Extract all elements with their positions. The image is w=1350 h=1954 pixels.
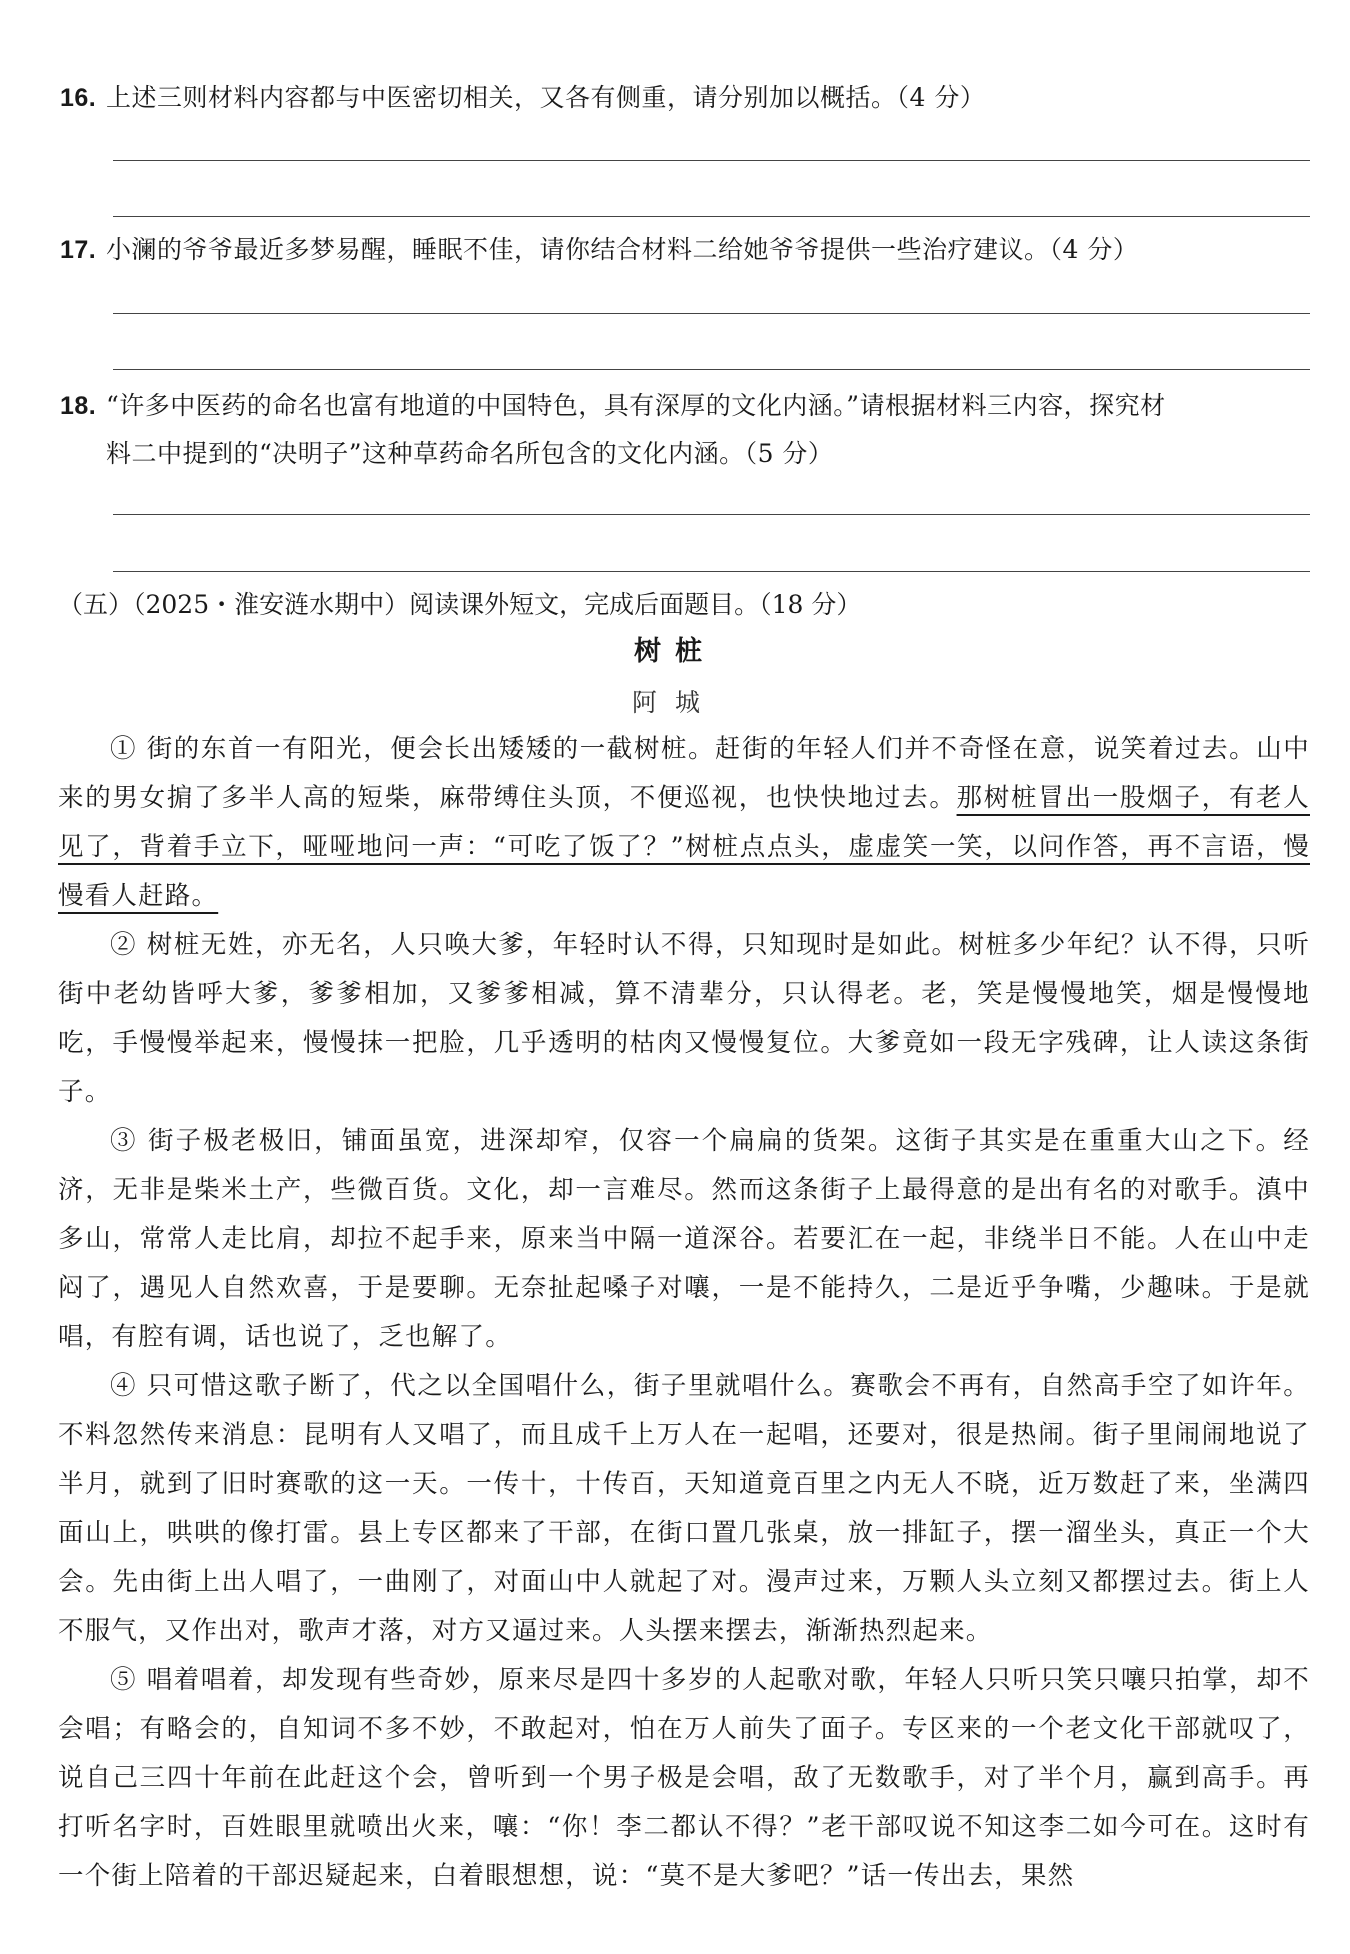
section-heading: （五）（2025・淮安涟水期中）阅读课外短文，完成后面题目。（18 分）	[58, 590, 862, 619]
paragraph-4: ④ 只可惜这歌子断了，代之以全国唱什么，街子里就唱什么。赛歌会不再有，自然高手空了如许年。不料忽然传来消息：昆明有人又唱了，而且成千上万人在一起唱，还要对，很是热闹。街子里闹闹地说了半月，就到了旧时赛歌的这一天。一传十，十传百，天知道竟百里之内无人不晓，近万数赶了来，坐满四面山上，哄哄的像打雷。县上专区都来了干部，在街口置几张桌，放一排缸子，摆一溜坐头，真正一个大会。先由街上出人唱了，一曲刚了，对面山中人就起了对。漫声过来，万颗人头立刻又都摆过去。街上人不服气，又作出对，歌声才落，对方又逼过来。人头摆来摆去，渐渐热烈起来。	[58, 1371, 1310, 1646]
answer-line[interactable]	[113, 313, 1310, 314]
answer-line[interactable]	[113, 160, 1310, 161]
answer-line[interactable]	[113, 216, 1310, 217]
question-number: 18.	[60, 392, 97, 420]
paragraph-1	[58, 725, 1310, 921]
question-18-continued	[60, 428, 1310, 480]
article-title: 树桩	[634, 636, 716, 667]
paragraph-2: ② 树桩无姓，亦无名，人只唤大爹，年轻时认不得，只知现时是如此。树桩多少年纪？认不得，只听街中老幼皆呼大爹，爹爹相加，又爹爹相减，算不清辈分，只认得老。老，笑是慢慢地笑，烟是慢慢地吃，手慢慢举起来，慢慢抹一把脸，几乎透明的枯肉又慢慢复位。大爹竟如一段无字残碑，让人读这条街子。	[58, 930, 1310, 1107]
question-text: 上述三则材料内容都与中医密切相关，又各有侧重，请分别加以概括。（4 分）	[106, 83, 986, 112]
paragraph-text: ① 街的东首一有阳光，便会长出矮矮的一截树桩。赶街的年轻人们并不奇怪在意，说笑着过去。山中来的男女掮了多半人高的短柴，麻带缚住头顶，不便巡视，也快快地过去。	[58, 734, 1310, 813]
answer-line[interactable]	[113, 571, 1310, 572]
answer-line[interactable]	[113, 369, 1310, 370]
question-text: 小澜的爷爷最近多梦易醒，睡眠不佳，请你结合材料二给她爷爷提供一些治疗建议。（4 分）	[106, 235, 1139, 264]
question-16	[60, 72, 1310, 124]
question-18	[60, 380, 1310, 432]
answer-line[interactable]	[113, 514, 1310, 515]
paragraph-3: ③ 街子极老极旧，铺面虽宽，进深却窄，仅容一个扁扁的货架。这街子其实是在重重大山之下。经济，无非是柴米土产，些微百货。文化，却一言难尽。然而这条街子上最得意的是出有名的对歌手。滇中多山，常常人走比肩，却拉不起手来，原来当中隔一道深谷。若要汇在一起，非绕半日不能。人在山中走闷了，遇见人自然欢喜，于是要聊。无奈扯起嗓子对嚷，一是不能持久，二是近乎争嘴，少趣味。于是就唱，有腔有调，话也说了，乏也解了。	[58, 1126, 1310, 1352]
article-author: 阿城	[631, 688, 718, 717]
question-17	[60, 224, 1310, 276]
underlined-sentence: 那树桩冒出一股烟子，有老人见了，背着手立下，哑哑地问一声：“可吃了饭了？”树桩点点头，虚虚笑一笑，以问作答，再不言语，慢慢看人赶路。	[58, 783, 1310, 911]
question-number: 17.	[60, 236, 97, 264]
question-text-line-2: 料二中提到的“决明子”这种草药命名所包含的文化内涵。（5 分）	[106, 439, 834, 468]
paragraph-5: ⑤ 唱着唱着，却发现有些奇妙，原来尽是四十多岁的人起歌对歌，年轻人只听只笑只嚷只拍掌，却不会唱；有略会的，自知词不多不妙，不敢起对，怕在万人前失了面子。专区来的一个老文化干部就叹了，说自己三四十年前在此赶这个会，曾听到一个男子极是会唱，敌了无数歌手，对了半个月，赢到高手。再打听名字时，百姓眼里就喷出火来，嚷：“你！李二都认不得？”老干部叹说不知这李二如今可在。这时有一个街上陪着的干部迟疑起来，白着眼想想，说：“莫不是大爹吧？”话一传出去，果然	[58, 1665, 1310, 1891]
question-number: 16.	[60, 84, 97, 112]
question-text-line-1: “许多中医药的命名也富有地道的中国特色，具有深厚的文化内涵。”请根据材料三内容，探究材	[106, 391, 1166, 420]
